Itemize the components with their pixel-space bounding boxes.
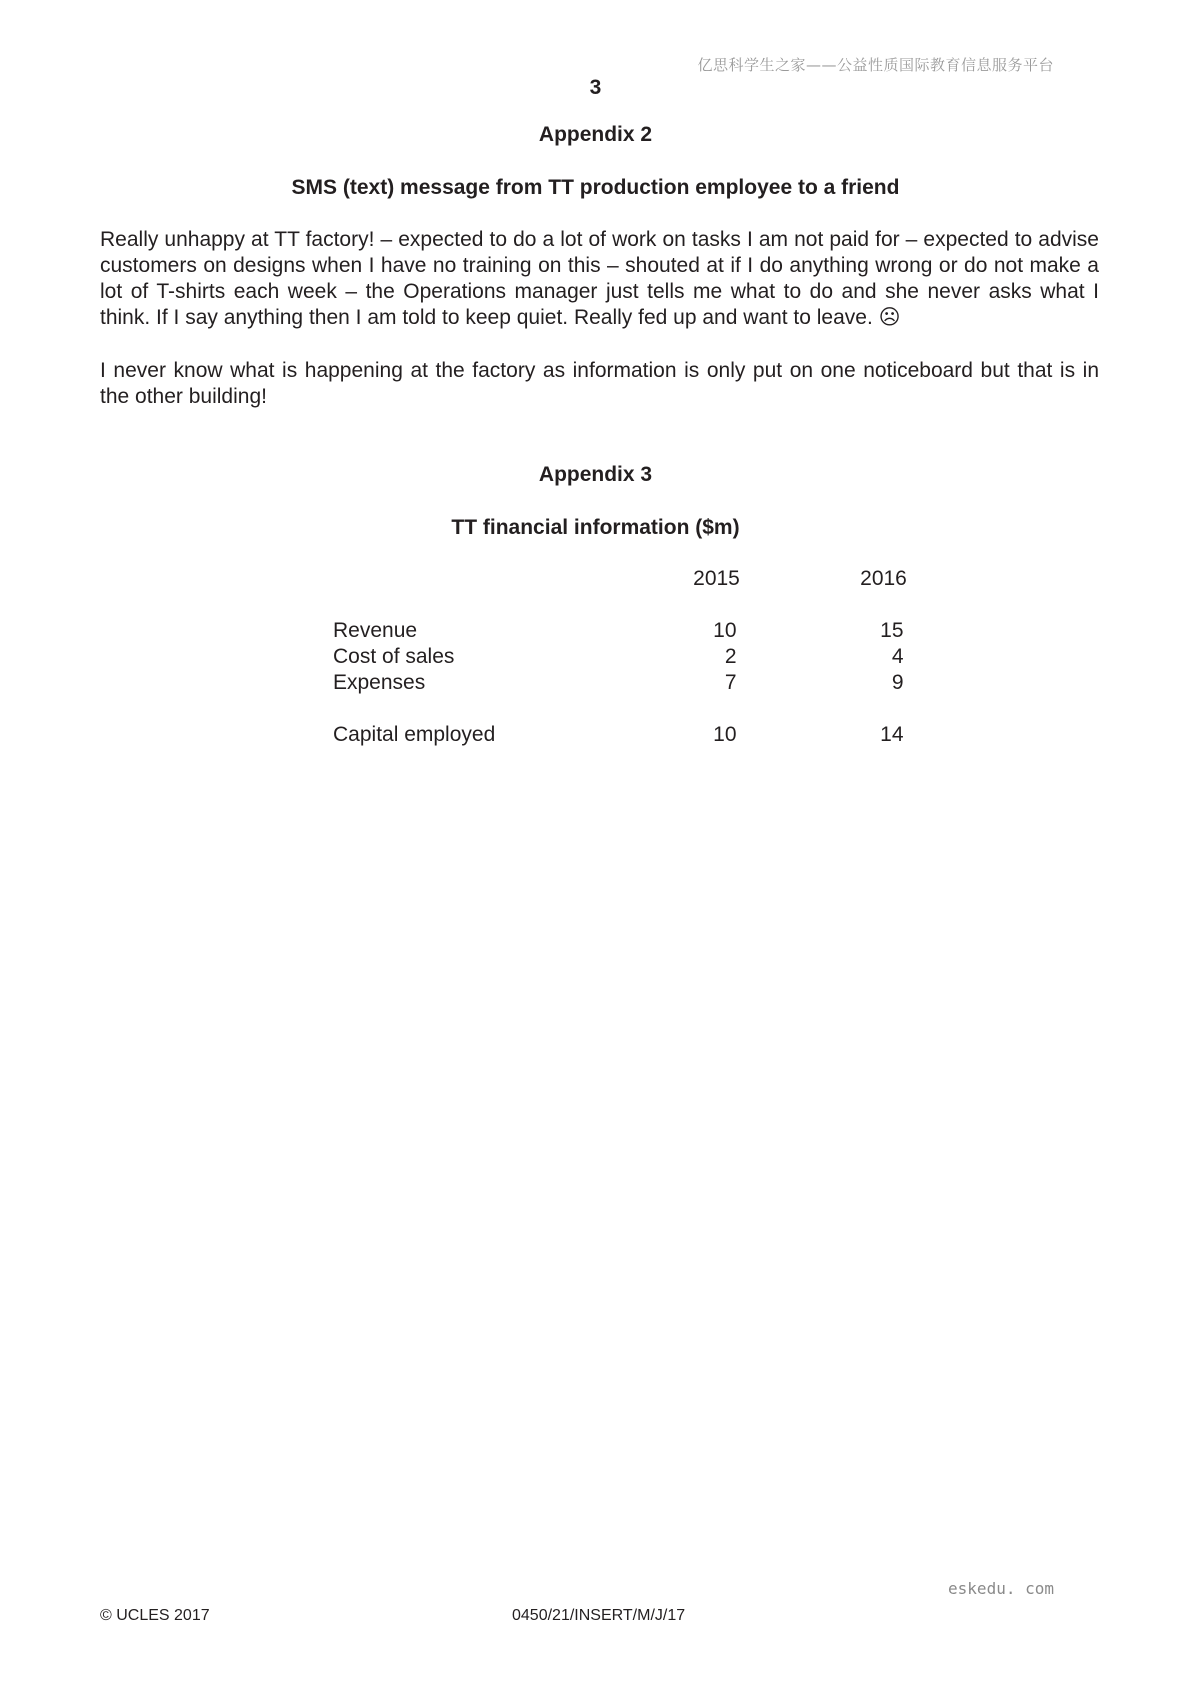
watermark-header: 亿思科学生之家——公益性质国际教育信息服务平台	[697, 56, 1054, 74]
financial-table-header-row	[333, 566, 967, 592]
page-number: 3	[589, 76, 602, 99]
year-2016-header: 2016	[860, 567, 907, 590]
row-label-revenue: Revenue	[333, 619, 418, 642]
table-row	[333, 722, 967, 748]
row-label-capital-employed: Capital employed	[333, 723, 496, 746]
footer-watermark: eskedu. com	[948, 1579, 1054, 1598]
financial-table-spacer	[333, 592, 967, 618]
appendix-2-heading: Appendix 2	[538, 123, 653, 146]
expenses-2016-value: 9	[891, 671, 904, 694]
capital-employed-2016-value: 14	[880, 723, 904, 746]
expenses-2015-value: 7	[724, 671, 737, 694]
sms-message-paragraph-2: I never know what is happening at the factory as information is only put on one noticeboard but that is in the other building!	[100, 359, 1099, 408]
table-row	[333, 618, 967, 644]
financial-table-spacer	[333, 696, 967, 722]
capital-employed-2015-value: 10	[713, 723, 737, 746]
table-row	[333, 644, 967, 670]
year-2015-header: 2015	[693, 567, 740, 590]
sms-message-heading: SMS (text) message from TT production employee to a friend	[291, 176, 900, 199]
cost-of-sales-2015-value: 2	[724, 645, 737, 668]
appendix-3-heading: Appendix 3	[538, 463, 653, 486]
revenue-2015-value: 10	[713, 619, 737, 642]
financial-table-blank-header	[333, 566, 633, 592]
financial-table	[333, 566, 967, 748]
financial-info-heading: TT financial information ($m)	[451, 516, 740, 539]
table-row	[333, 670, 967, 696]
cost-of-sales-2016-value: 4	[891, 645, 904, 668]
row-label-cost-of-sales: Cost of sales	[333, 645, 455, 668]
sms-message-paragraph-1: Really unhappy at TT factory! – expected to do a lot of work on tasks I am not paid for – expected to advise customers on designs when I have no training on this – shouted at if I do anything wrong or do not make a lot of T-shirts each week – the Operations manager just tells me what to do and she never asks what I think. If I say anything then I am told to keep quiet. Really fed up and want to leave. ☹	[100, 228, 1099, 329]
row-label-expenses: Expenses	[333, 671, 426, 694]
revenue-2016-value: 15	[880, 619, 904, 642]
footer-copyright: © UCLES 2017	[100, 1607, 210, 1624]
footer-document-code: 0450/21/INSERT/M/J/17	[512, 1607, 686, 1624]
